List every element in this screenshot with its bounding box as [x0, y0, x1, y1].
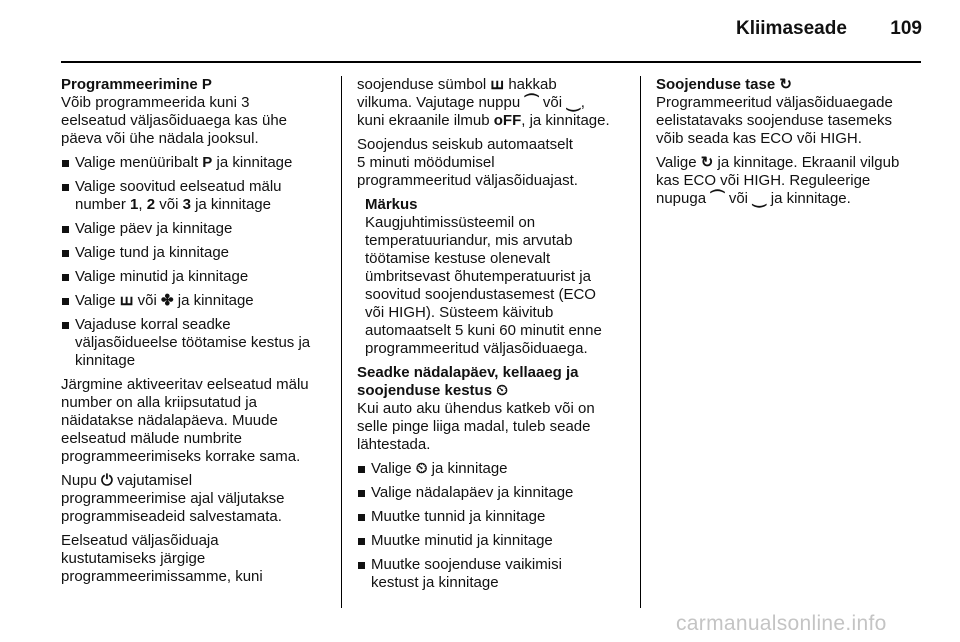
rotate-icon: ↻: [700, 154, 714, 171]
arrow-right-icon: ⏝: [752, 190, 767, 207]
column-3: [656, 76, 924, 214]
list-item: Vajaduse korral seadke väljasõidueelse töötamise kestus ja kinnitage: [61, 316, 329, 370]
clock-icon: ⏲: [415, 460, 428, 477]
list-item: Valige ꟺ või ✤ ja kinnitage: [61, 292, 329, 310]
paragraph: soojenduse sümbol ꟺ hakkab vilkuma. Vajutage nuppu ⏜ või ⏝, kuni ekraanile ilmub oFF, ja kinnitage.: [357, 76, 610, 129]
list-item: Valige menüüribalt P ja kinnitage: [61, 154, 329, 172]
clock-icon: ⏲: [496, 382, 508, 399]
list-item: Valige nädalapäev ja kinnitage: [357, 484, 625, 502]
heading-set-clock: Seadke nädalapäev, kellaaeg ja soojenduse kestus ⏲: [357, 364, 579, 399]
column-divider-2: [640, 76, 641, 608]
column-divider-1: [341, 76, 342, 608]
list-item: Valige päev ja kinnitage: [61, 220, 329, 238]
paragraph: Valige ↻ ja kinnitage. Ekraanil vilgub kas ECO või HIGH. Reguleerige nupuga ⏜ või ⏝ ja kinnitage.: [656, 154, 900, 207]
power-icon: ⏻: [101, 472, 113, 489]
page-number: 109: [890, 18, 922, 39]
header-divider: [61, 61, 921, 63]
section-title: Kliimaseade: [736, 18, 847, 39]
note-block: Märkus Kaugjuhtimissüsteemil on temperatuuriandur, mis arvutab töötamise kestuse olenevalt ümbritsevast õhutemperatuurist ja soovitud soojendustasemest (ECO või HIGH). Süsteem käivitub automaatselt 5 kuni 60 minutit enne programmeeritud väljasõiduaega.: [357, 196, 625, 358]
column-2: [357, 76, 625, 598]
paragraph: Soojendus seiskub automaatselt 5 minuti möödumisel programmeeritud väljasõiduajast.: [357, 136, 578, 189]
intro-paragraph: Võib programmeerida kuni 3 eelseatud väljasõiduaega kas ühe päeva või ühe nädala jooksul.: [61, 94, 288, 147]
watermark: carmanualsonline.info: [676, 612, 887, 635]
paragraph: Eelseatud väljasõiduaja kustutamiseks järgige programmeerimissamme, kuni: [61, 532, 263, 585]
arrow-left-icon: ⏜: [710, 190, 725, 207]
heat-symbol-icon: ꟺ: [490, 76, 505, 93]
heading-programming: Programmeerimine P: [61, 76, 212, 93]
list-item: Valige soovitud eelseatud mälu number 1, 2 või 3 ja kinnitage: [61, 178, 329, 214]
list-item: Valige minutid ja kinnitage: [61, 268, 329, 286]
list-item: Muutke soojenduse vaikimisi kestust ja kinnitage: [357, 556, 625, 592]
note-heading: Märkus: [365, 196, 418, 213]
paragraph: Nupu ⏻ vajutamisel programmeerimise ajal väljutakse programmiseadeid salvestamata.: [61, 472, 285, 525]
rotate-icon: ↻: [779, 76, 792, 93]
paragraph: Kui auto aku ühendus katkeb või on selle pinge liiga madal, tuleb seade lähtestada.: [357, 400, 595, 453]
list-item: Valige tund ja kinnitage: [61, 244, 329, 262]
paragraph: Järgmine aktiveeritav eelseatud mälu number on alla kriipsutatud ja näidatakse nädalapäeva. Muude eelseatud mälude numbrite programmeerimiseks korrake sama.: [61, 376, 309, 465]
arrow-right-icon: ⏝: [566, 94, 581, 111]
paragraph: Programmeeritud väljasõiduaegade eelistatavaks soojenduse tasemeks võib seada kas ECO või HIGH.: [656, 94, 893, 147]
list-item: Muutke minutid ja kinnitage: [357, 532, 625, 550]
list-item: Valige ⏲ ja kinnitage: [357, 460, 625, 478]
heading-heating-level: Soojenduse tase ↻: [656, 76, 792, 93]
column-1: [61, 76, 329, 592]
fan-icon: ✤: [161, 292, 174, 309]
heat-symbol-icon: ꟺ: [119, 292, 134, 309]
list-item: Muutke tunnid ja kinnitage: [357, 508, 625, 526]
arrow-left-icon: ⏜: [524, 94, 539, 111]
